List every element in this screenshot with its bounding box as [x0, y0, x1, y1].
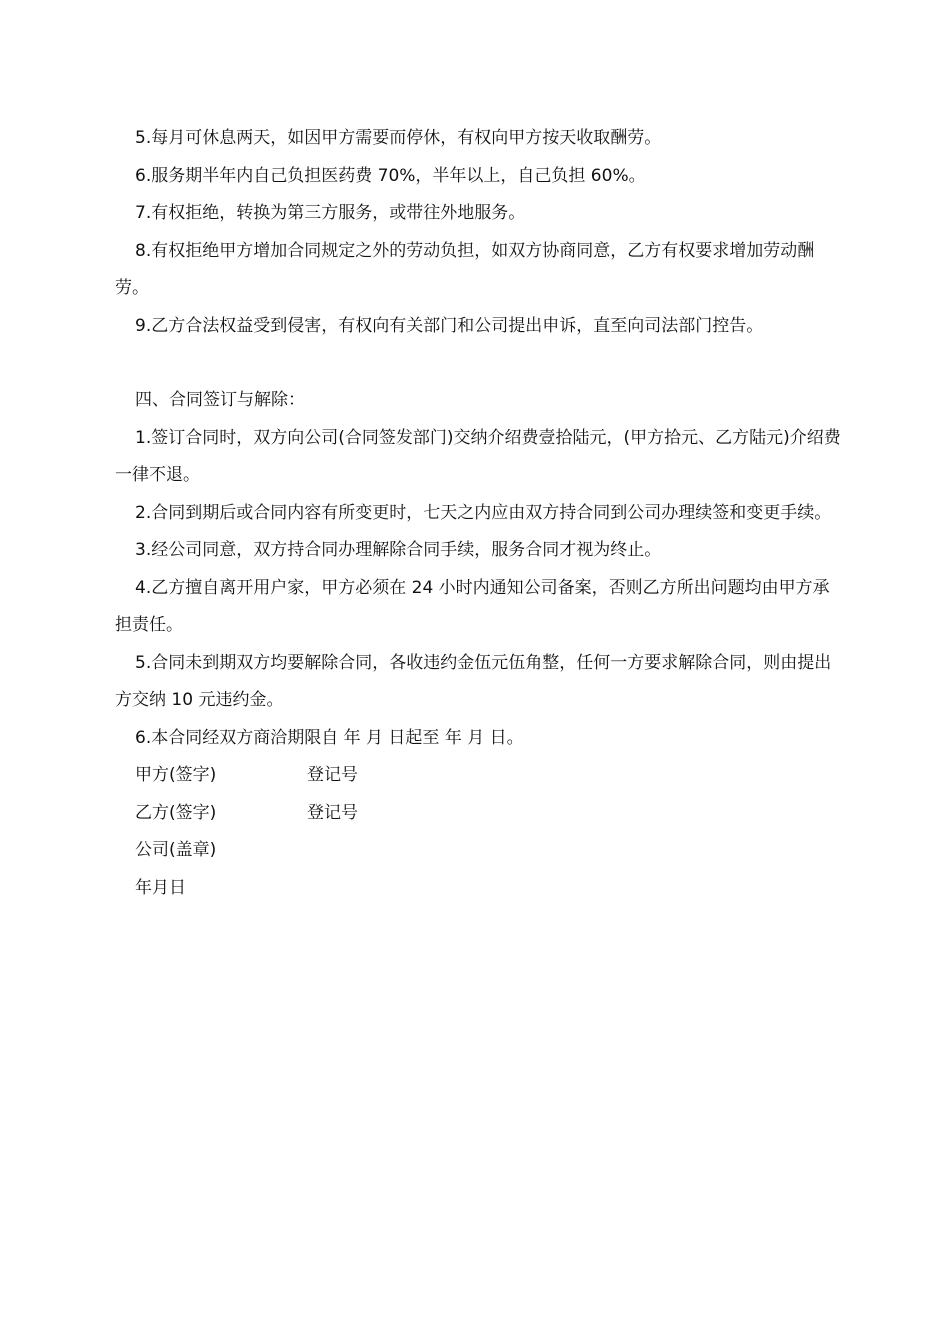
section4-item-1: 1.签订合同时，双方向公司(合同签发部门)交纳介绍费壹拾陆元，(甲方拾元、乙方陆元)介绍费一律不退。 — [115, 427, 841, 485]
section4-heading: 四、合同签订与解除： — [135, 390, 305, 410]
party-a-signature-label: 甲方(签字) — [135, 765, 217, 785]
contract-body — [115, 120, 845, 907]
rights-item-6: 6.服务期半年内自己负担医药费 70%，半年以上，自己负担 60%。 — [135, 165, 646, 186]
section4-item-3: 3.经公司同意，双方持合同办理解除合同手续，服务合同才视为终止。 — [135, 540, 662, 560]
company-seal-label: 公司(盖章) — [135, 840, 217, 860]
rights-item-9: 9.乙方合法权益受到侵害，有权向有关部门和公司提出申诉，直至向司法部门控告。 — [135, 315, 764, 336]
rights-item-8: 8.有权拒绝甲方增加合同规定之外的劳动负担，如双方协商同意，乙方有权要求增加劳动酬劳。 — [115, 240, 815, 298]
rights-item-5: 5.每月可休息两天，如因甲方需要而停休，有权向甲方按天收取酬劳。 — [135, 128, 662, 148]
party-b-registration-label: 登记号 — [307, 802, 358, 823]
date-label: 年月日 — [135, 877, 186, 898]
section4-item-5: 5.合同未到期双方均要解除合同，各收违约金伍元伍角整，任何一方要求解除合同，则由提出方交纳 10 元违约金。 — [115, 652, 832, 710]
date-row — [115, 870, 845, 908]
party-b-signature-row — [115, 795, 845, 833]
party-b-signature-label: 乙方(签字) — [135, 802, 217, 823]
party-a-signature-row — [115, 757, 845, 795]
party-a-registration-label: 登记号 — [307, 765, 358, 785]
section4-item-6: 6.本合同经双方商洽期限自 年 月 日起至 年 月 日。 — [135, 727, 524, 748]
rights-item-7: 7.有权拒绝，转换为第三方服务，或带往外地服务。 — [135, 203, 526, 223]
section4-item-4: 4.乙方擅自离开用户家，甲方必须在 24 小时内通知公司备案，否则乙方所出问题均由甲方承担责任。 — [115, 577, 830, 635]
company-seal-row — [115, 832, 845, 870]
section4-item-2: 2.合同到期后或合同内容有所变更时，七天之内应由双方持合同到公司办理续签和变更手续。 — [135, 502, 832, 523]
section-spacer — [115, 345, 845, 382]
